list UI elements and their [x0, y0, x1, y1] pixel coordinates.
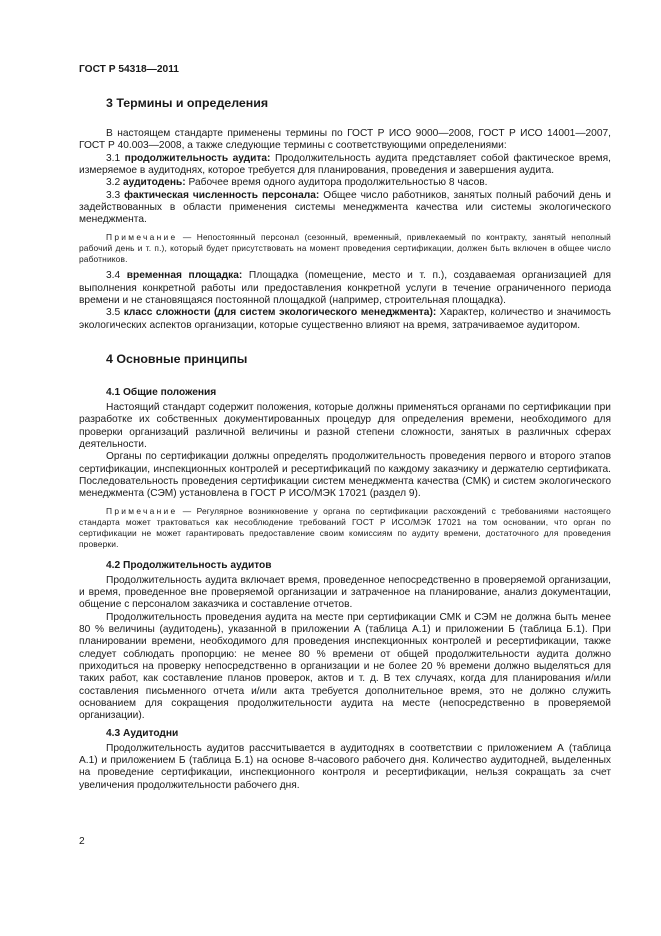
section-3-title: 3 Термины и определения — [106, 96, 269, 110]
term-3-5: 3.5 класс сложности (для систем экологического менеджмента): Характер, количество и значимость экологических аспектов организации, которые существенно влияют на время, затрачиваемое аудитором. — [79, 307, 611, 331]
paragraph-4-1-1: Настоящий стандарт содержит положения, которые должны применяться органами по сертификации при разработке их собственных документированных процедур для определения времени, необходимого для проверки организаций различной величины и разной степени сложности, занятых в различных сферах деятельности. — [79, 402, 611, 451]
section-4-title: 4 Основные принципы — [106, 352, 248, 367]
document-header: ГОСТ Р 54318—2011 — [79, 64, 179, 75]
subsection-4-2-title: 4.2 Продолжительность аудитов — [106, 559, 272, 571]
section-3-intro: В настоящем стандарте применены термины по ГОСТ Р ИСО 9000—2008, ГОСТ Р ИСО 14001—2007, ГОСТ Р 40.003—2008, а также следующие термины с соответствующими определениями: — [79, 128, 611, 152]
term-3-4: 3.4 временная площадка: Площадка (помещение, место и т. п.), создаваемая организацией для выполнения конкретной работы или предоставления конкретной услуги в течение ограниченного периода времени и не становящаяся постоянной площадкой (например, строительная площадка). — [79, 270, 611, 307]
paragraph-4-1-2: Органы по сертификации должны определять продолжительность проведения первого и второго этапов сертификации, инспекционных контролей и ресертификаций по каждому заказчику и держателю сертификата. Последовательность проведения сертификации систем менеджмента качества (СМК) и систем экологического менеджмента (СЭМ) установлена в ГОСТ Р ИСО/МЭК 17021 (раздел 9). — [79, 451, 611, 500]
subsection-4-3-title: 4.3 Аудитодни — [106, 727, 179, 739]
subsection-4-1-title: 4.1 Общие положения — [106, 387, 217, 399]
note-4-1: Примечание — Регулярное возникновение у органа по сертификации расхождений с требованиями настоящего стандарта может трактоваться как несоблюдение требований ГОСТ Р ИСО/МЭК 17021 на том основании, что орган по сертификации не может гарантировать предоставление своим комиссиям по аудиту времени, достаточного для проведения проверки. — [79, 505, 611, 550]
term-3-2: 3.2 аудитодень: Рабочее время одного аудитора продолжительностью 8 часов. — [106, 177, 488, 189]
note-3-3: Примечание — Непостоянный персонал (сезонный, временный, привлекаемый по контракту, занятый неполный рабочий день и т. п.), который будет присутствовать на момент проведения сертификации, должен быть включен в общее число работников. — [79, 231, 611, 265]
paragraph-4-2-2: Продолжительность проведения аудита на месте при сертификации СМК и СЭМ не должна быть менее 80 % величины (аудитодень), указанной в приложении А (таблица А.1) и приложении Б (таблица Б.1). При планировании времени, необходимого для проведения инспекционных контролей и ресертификации, также следует соблюдать пропорцию: не менее 80 % времени от общей продолжительности аудита должно приходиться на проверку непосредственно в организации и не более 20 % времени должно выделяться для таких работ, как составление планов проверок, актов и т. д. В тех случаях, когда для планирования и/или составления письменного отчета и/или акта требуется дополнительное время, это не должно служить основанием для сокращения продолжительности аудита на месте (непосредственно в проверяемой организации). — [79, 611, 611, 722]
paragraph-4-3-1: Продолжительность аудитов рассчитывается в аудитоднях в соответствии с приложением А (таблица А.1) и приложением Б (таблица Б.1) на основе 8-часового рабочего дня. Количество аудитодней, выделенных на проведение сертификации, инспекционного контроля и ресертификации, нельзя сокращать за счет увеличения продолжительности рабочего дня. — [79, 742, 611, 791]
page-number: 2 — [79, 836, 85, 847]
term-3-1: 3.1 продолжительность аудита: Продолжительность аудита представляет собой фактическое время, измеряемое в аудитоднях, которое требуется для планирования, проведения и завершения аудита. — [79, 152, 611, 177]
paragraph-4-2-1: Продолжительность аудита включает время, проведенное непосредственно в проверяемой организации, и время, проведенное вне проверяемой организации и затраченное на планирование, анализ документации, общение с персоналом заказчика и составление отчетов. — [79, 574, 611, 611]
term-3-3: 3.3 фактическая численность персонала: Общее число работников, занятых полный рабочий день и задействованных в области применения системы менеджмента качества или системы экологического менеджмента. — [79, 189, 611, 226]
